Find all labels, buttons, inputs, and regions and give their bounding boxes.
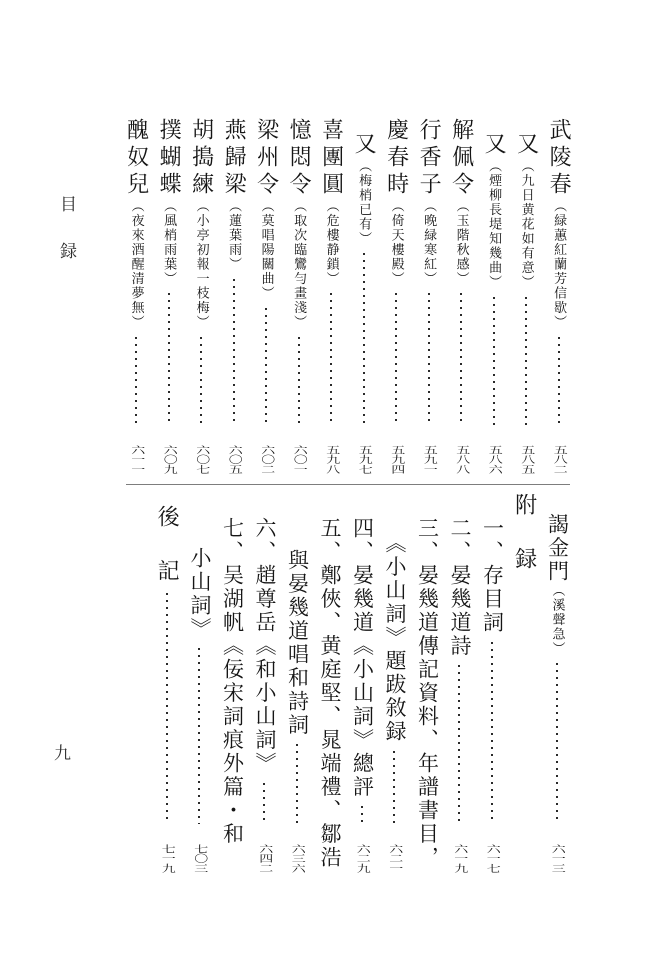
toc-entry [185,118,218,474]
page-number-cn: 七〇三 [192,843,208,873]
entry-title: 慶春時 [384,118,410,199]
dot-leader [363,253,365,425]
entry-note: （九日黄花如有意） [519,159,535,290]
toc-entry [120,118,153,474]
entry-title: 四、晏幾道《小山詞》總評 [350,517,375,799]
toc-entry [443,493,476,873]
dot-leader [233,279,235,425]
page-number-cn: 六三六 [289,843,305,873]
dot-leader [198,648,200,824]
entry-title: 五、鄭俠、黄庭堅、晁端禮、鄒浩 [318,517,342,870]
toc-entry [250,118,283,474]
dot-leader [460,293,462,425]
toc-entry [218,118,251,474]
dot-leader [493,297,495,425]
dot-leader [330,293,332,425]
page-number-cn: 五九四 [389,444,405,474]
entry-title: 解佩令 [449,118,475,199]
entry-note: （夜來酒醒清夢無） [129,199,145,330]
page-number-cn: 七一九 [159,843,175,873]
entry-note: （危樓静鎖） [324,199,340,286]
dot-leader [265,308,267,425]
page-number-cn: 六二一 [387,843,403,873]
margin-label: 目録 [57,195,77,289]
entry-title: 胡搗練 [189,118,215,199]
dot-leader [135,337,137,425]
page-number-cn: 五八六 [486,444,502,474]
entry-title: 一、存目詞 [480,517,505,635]
page-number-cn: 六一九 [452,843,468,873]
page-number-cn: 六〇九 [161,444,177,474]
entry-title: 行香子 [417,118,443,199]
entry-title: 燕歸梁 [222,118,248,199]
toc-section-appendix [151,493,574,873]
toc-entry [541,493,574,873]
entry-title: 七、吴湖帆《佞宋詞痕外篇・和 [220,517,245,846]
toc-entry-line2 [378,493,411,873]
toc-section-ci-entries [120,118,575,474]
entry-title: 六、趙尊岳《和小山詞》 [253,517,277,776]
page-number-cn: 六一一 [129,444,145,474]
entry-note: （倚天樓殿） [389,199,405,286]
dot-leader [361,806,363,824]
toc-entry [315,118,348,474]
toc-entry [478,118,511,474]
toc-entry-line2 [183,493,216,873]
toc-entry-line1 [216,493,249,873]
page-number-cn: 六〇五 [226,444,242,474]
dot-leader [168,293,170,425]
dot-leader [200,337,202,425]
page-number-cn: 五八二 [551,444,567,474]
toc-entry [543,118,576,474]
dot-leader [428,293,430,425]
entry-note: （風梢雨葉） [162,199,178,286]
entry-note: （梅梢已有） [357,159,373,246]
dot-leader [458,665,460,824]
toc-entry [346,493,379,873]
toc-entry-line1 [313,493,346,873]
entry-note: （玉階秋感） [454,199,470,286]
page-number-cn: 五八五 [519,444,535,474]
page-number-cn: 六一三 [549,843,565,873]
folio-page-number: 九 [54,744,71,763]
toc-entry [153,118,186,474]
toc-entry [348,118,381,474]
toc-entry [476,493,509,873]
dot-leader [296,744,298,824]
dot-leader [556,663,558,824]
page-number-cn: 六〇一 [291,444,307,474]
page-number-cn: 六四二 [257,843,273,873]
page-number-cn: 六一七 [484,843,500,873]
entry-title: 二、晏幾道詩 [448,517,472,658]
entry-title: 醜奴兒 [124,118,150,199]
page-number-cn: 五九一 [421,444,437,474]
dot-leader [263,783,265,824]
entry-title: 憶悶令 [287,118,313,199]
toc-entry [510,118,543,474]
dot-leader [166,593,168,824]
entry-title: 與晏幾道唱和詩詞 [285,549,310,737]
dot-leader [525,297,527,425]
page-number-cn: 六〇七 [194,444,210,474]
page-number-cn: 五九七 [356,444,372,474]
entry-note: （晚緑寒紅） [422,199,438,286]
entry-note: （溪聲急） [550,583,566,656]
entry-note: （取次臨鸞勻畫淺） [292,199,308,330]
toc-entry [248,493,281,873]
toc-entry [283,118,316,474]
entry-note: （莫唱陽關曲） [259,199,275,301]
toc-entry [413,118,446,474]
entry-title: 撲蝴蝶 [157,118,183,199]
entry-title: 三、晏幾道傳記資料、年譜書目， [415,517,440,870]
entry-title: 又 [482,132,508,159]
entry-title: 《小山詞》題跋敘録 [383,532,407,744]
appendix-header [508,493,541,873]
section-divider [126,484,570,485]
toc-entry-line1 [411,493,444,873]
dot-leader [395,293,397,425]
toc-entry [445,118,478,474]
dot-leader [558,337,560,425]
entry-title: 後 記 [155,505,181,586]
toc-entry-line2 [281,493,314,873]
entry-note: （緑蕙紅蘭芳信歇） [552,199,568,330]
entry-title: 梁州令 [254,118,280,199]
page-number-cn: 六〇二 [259,444,275,474]
entry-title: 喜團圓 [319,118,345,199]
entry-title: 小山詞》 [188,547,212,641]
page-number-cn: 五九八 [324,444,340,474]
entry-title: 武陵春 [547,118,573,199]
dot-leader [298,337,300,425]
dot-leader [491,642,493,824]
entry-title: 又 [514,132,540,159]
entry-title: 又 [352,132,378,159]
toc-entry [380,118,413,474]
entry-title: 謁金門 [545,513,570,584]
entry-title: 附 録 [512,493,538,574]
entry-note: （煙柳長堤知幾曲） [487,159,503,290]
dot-leader [393,751,395,824]
entry-note: （蓮葉雨） [227,199,243,272]
page-number-cn: 六二九 [354,843,370,873]
afterword-entry [151,493,184,873]
page-number-cn: 五八八 [454,444,470,474]
entry-note: （小亭初報一枝梅） [194,199,210,330]
